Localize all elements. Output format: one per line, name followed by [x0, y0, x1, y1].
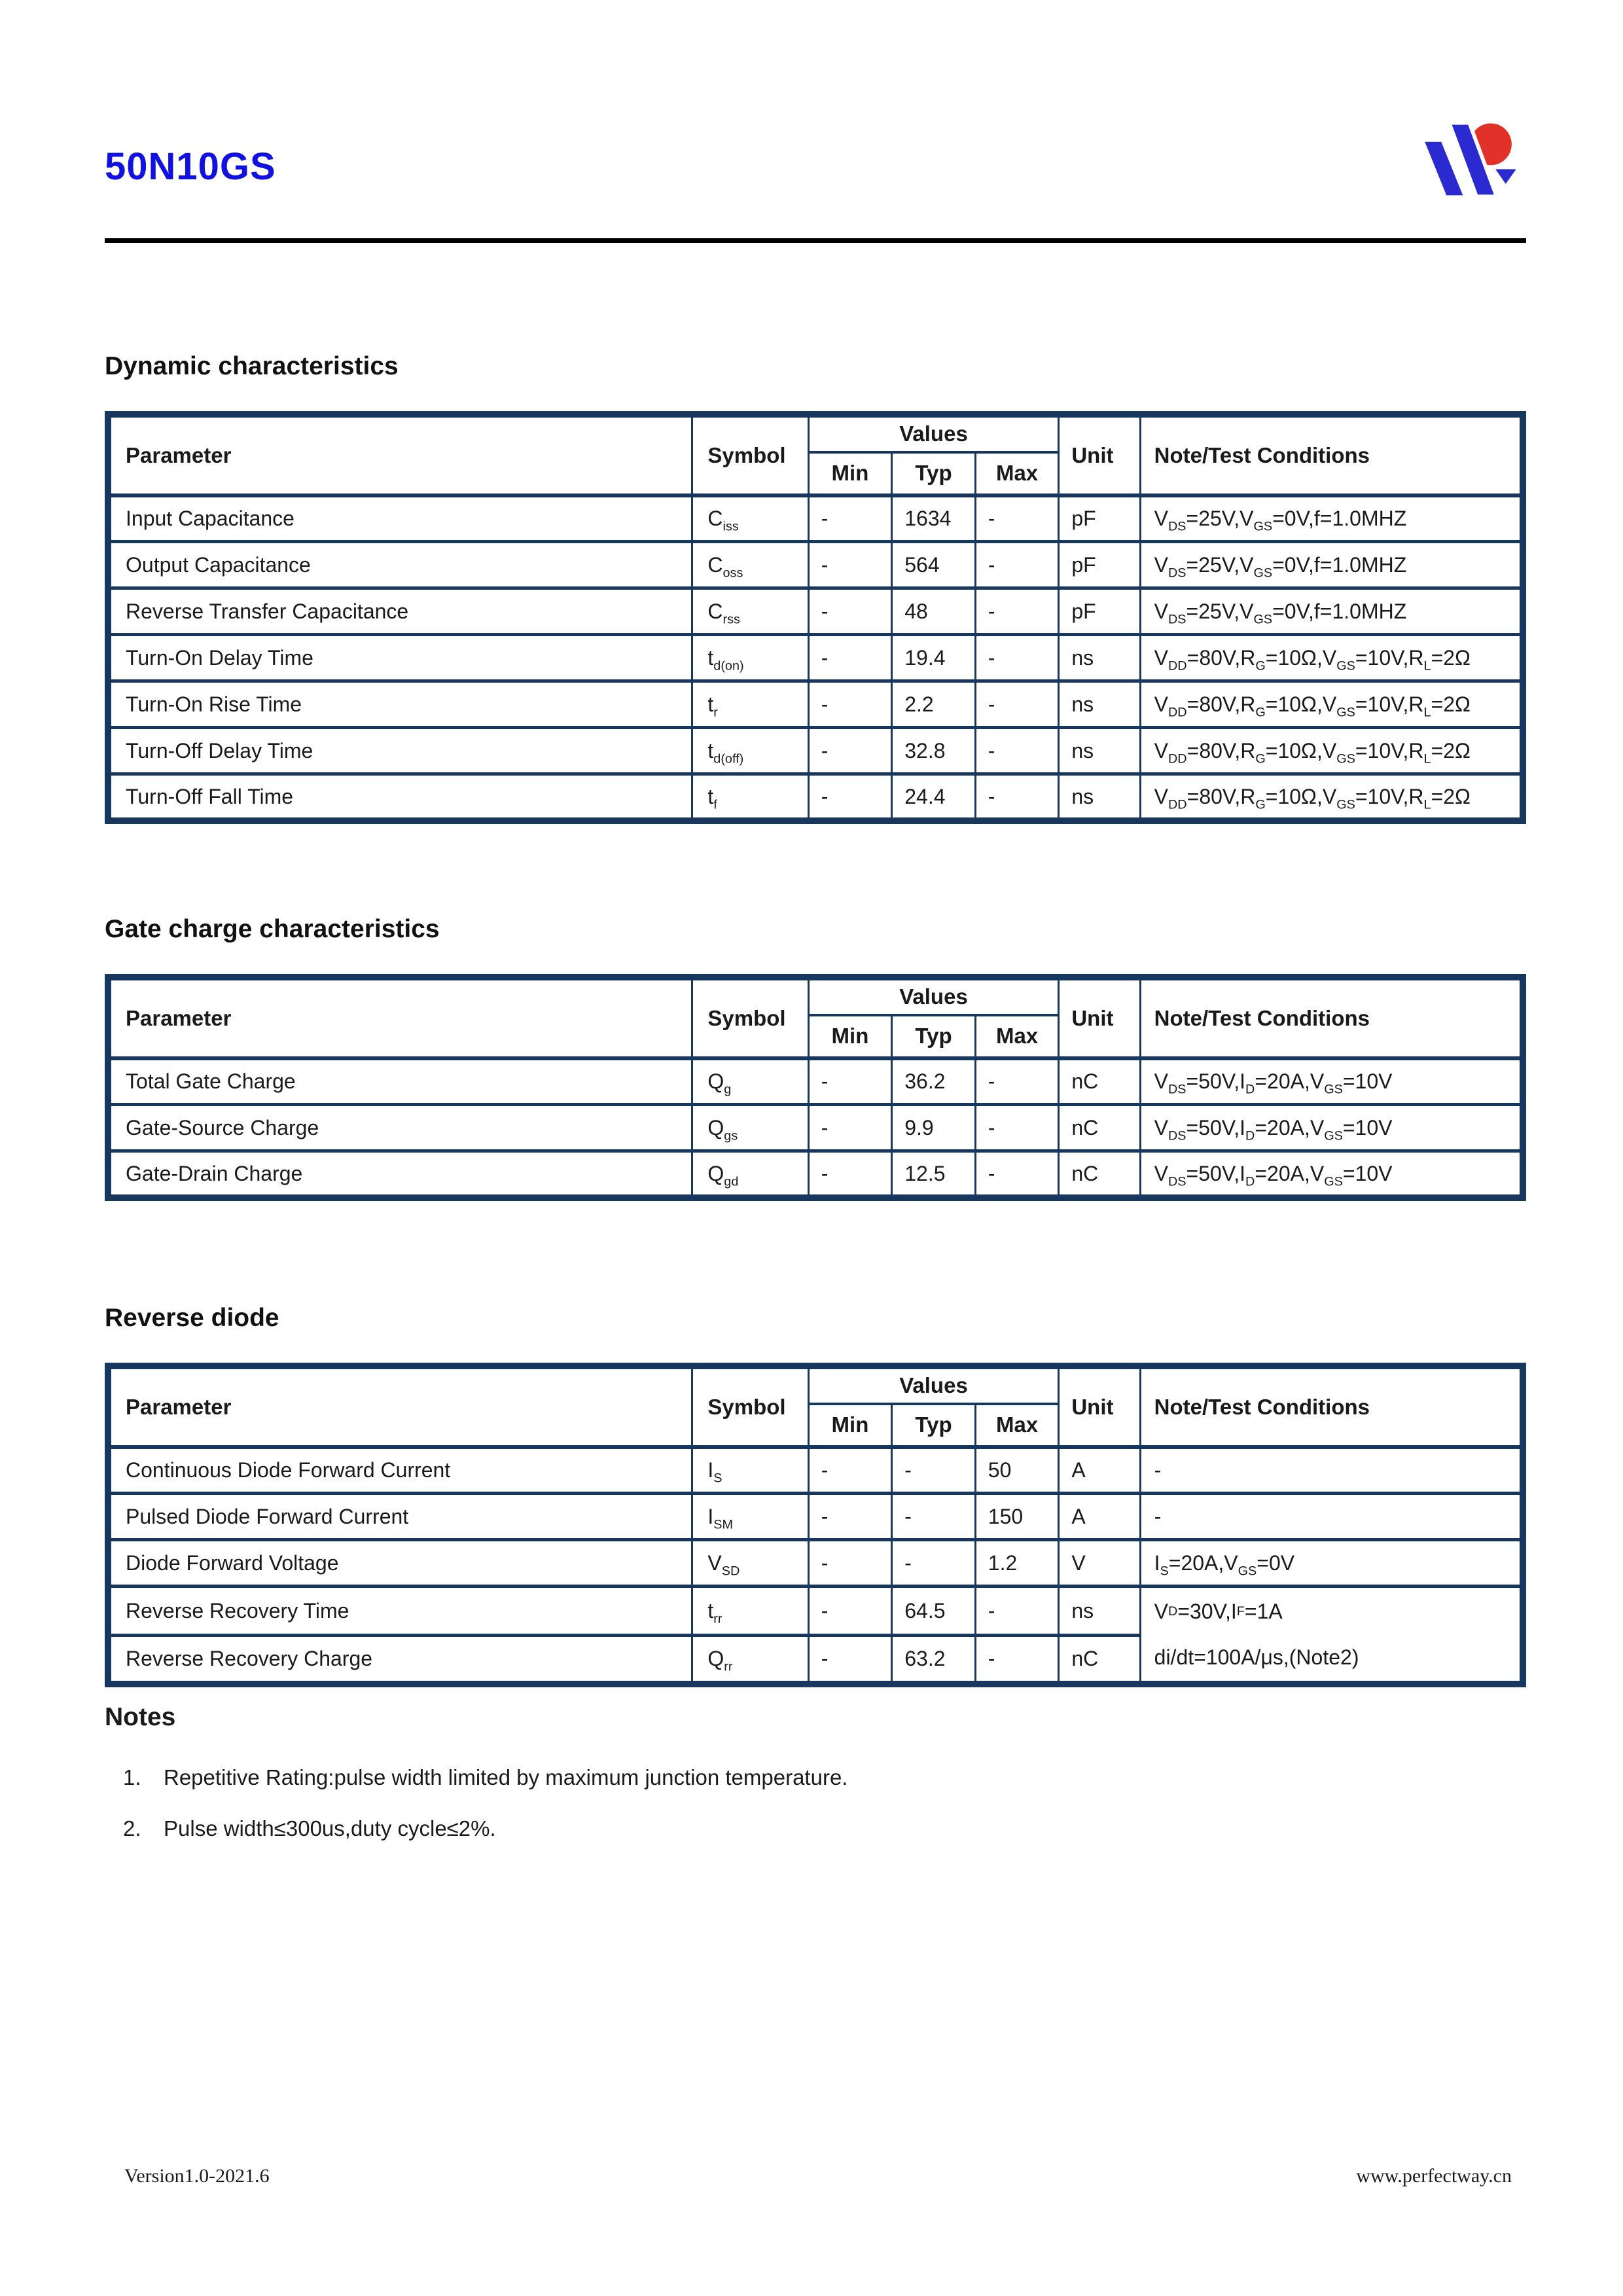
table-row — [108, 1151, 1523, 1198]
doc-header — [105, 0, 1526, 243]
min-cell: - — [808, 1447, 892, 1494]
table-body — [108, 1058, 1523, 1198]
max-header: Max — [975, 1015, 1059, 1058]
unit-cell: A — [1059, 1494, 1140, 1540]
table-row — [108, 1494, 1523, 1540]
note-header: Note/Test Conditions — [1140, 977, 1523, 1058]
brand-logo-graphic — [1414, 110, 1516, 209]
section-heading: Dynamic characteristics — [105, 352, 399, 380]
symbol-cell: $C_{rss}$ — [692, 588, 808, 635]
max-cell: - — [975, 774, 1059, 821]
max-header: Max — [975, 1404, 1059, 1447]
section-gate-charge — [105, 916, 1526, 1201]
table-body — [108, 1447, 1523, 1685]
typ-cell: 36.2 — [892, 1058, 976, 1105]
note-number: 2. — [123, 1816, 141, 1841]
max-cell: - — [975, 1587, 1059, 1636]
symbol-cell: $C_{iss}$ — [692, 495, 808, 542]
note-cell: $V_{DS}=50V,I_D=20A,V_{GS}=10V$ — [1140, 1058, 1523, 1105]
unit-header: Unit — [1059, 1366, 1140, 1447]
note-header: Note/Test Conditions — [1140, 414, 1523, 495]
note-item — [105, 1766, 1526, 1789]
table-body — [108, 495, 1523, 821]
symbol-cell: $I_{SM}$ — [692, 1494, 808, 1540]
unit-cell: nC — [1059, 1151, 1140, 1198]
symbol-cell: $t_f$ — [692, 774, 808, 821]
unit-cell: ns — [1059, 728, 1140, 774]
table-row — [108, 588, 1523, 635]
max-cell: - — [975, 728, 1059, 774]
notes-section — [105, 1704, 1526, 1840]
typ-cell: 24.4 — [892, 774, 976, 821]
typ-cell: 2.2 — [892, 681, 976, 728]
section-dynamic-characteristics — [105, 353, 1526, 824]
unit-header: Unit — [1059, 414, 1140, 495]
parameter-cell: Total Gate Charge — [108, 1058, 692, 1105]
min-header: Min — [808, 1404, 892, 1447]
unit-cell: A — [1059, 1447, 1140, 1494]
note-number: 1. — [123, 1765, 141, 1790]
table-row — [108, 681, 1523, 728]
values-header: Values — [808, 414, 1059, 452]
parameter-cell: Diode Forward Voltage — [108, 1540, 692, 1587]
symbol-cell: $t_{rr}$ — [692, 1587, 808, 1636]
note-cell: $V_{DD}=80V,R_G=10\Omega,V_{GS}=10V,R_L=2\Omega$ — [1140, 728, 1523, 774]
table-row — [108, 1058, 1523, 1105]
min-cell: - — [808, 635, 892, 681]
table-row — [108, 774, 1523, 821]
note-cell: $V_{DS}=50V,I_D=20A,V_{GS}=10V$ — [1140, 1105, 1523, 1151]
parameter-cell: Turn-On Rise Time — [108, 681, 692, 728]
typ-cell: 63.2 — [892, 1635, 976, 1684]
parameter-header: Parameter — [108, 414, 692, 495]
parameter-cell: Gate-Drain Charge — [108, 1151, 692, 1198]
min-cell: - — [808, 1151, 892, 1198]
symbol-header: Symbol — [692, 977, 808, 1058]
max-cell: - — [975, 542, 1059, 588]
reverse-diode-table — [105, 1363, 1526, 1688]
symbol-cell: $t_{d(on)}$ — [692, 635, 808, 681]
footer-version: Version1.0-2021.6 — [124, 2165, 270, 2187]
note-header: Note/Test Conditions — [1140, 1366, 1523, 1447]
max-cell: - — [975, 495, 1059, 542]
min-cell: - — [808, 1494, 892, 1540]
parameter-cell: Input Capacitance — [108, 495, 692, 542]
note-cell — [1140, 1587, 1523, 1685]
typ-cell: 564 — [892, 542, 976, 588]
max-cell: 50 — [975, 1447, 1059, 1494]
max-cell: - — [975, 681, 1059, 728]
parameter-cell: Turn-On Delay Time — [108, 635, 692, 681]
min-cell: - — [808, 728, 892, 774]
min-cell: - — [808, 495, 892, 542]
note-cell: - — [1140, 1447, 1523, 1494]
parameter-header: Parameter — [108, 1366, 692, 1447]
min-cell: - — [808, 1635, 892, 1684]
symbol-cell: $I_S$ — [692, 1447, 808, 1494]
unit-cell: pF — [1059, 542, 1140, 588]
min-header: Min — [808, 1015, 892, 1058]
unit-cell: nC — [1059, 1635, 1140, 1684]
note-cell: $V_{DS}=25V,V_{GS}=0V,f=1.0MHZ$ — [1140, 588, 1523, 635]
max-cell: - — [975, 1058, 1059, 1105]
note-cell: $V_{DD}=80V,R_G=10\Omega,V_{GS}=10V,R_L=2\Omega$ — [1140, 681, 1523, 728]
typ-cell: 19.4 — [892, 635, 976, 681]
unit-cell: pF — [1059, 588, 1140, 635]
parameter-cell: Continuous Diode Forward Current — [108, 1447, 692, 1494]
parameter-cell: Gate-Source Charge — [108, 1105, 692, 1151]
symbol-cell: $Q_{gs}$ — [692, 1105, 808, 1151]
typ-cell: 9.9 — [892, 1105, 976, 1151]
typ-cell: 64.5 — [892, 1587, 976, 1636]
unit-cell: ns — [1059, 635, 1140, 681]
typ-cell: - — [892, 1494, 976, 1540]
note-cell: $V_{DD}=80V,R_G=10\Omega,V_{GS}=10V,R_L=2\Omega$ — [1140, 774, 1523, 821]
max-cell: - — [975, 1151, 1059, 1198]
parameter-cell: Turn-Off Fall Time — [108, 774, 692, 821]
min-cell: - — [808, 1587, 892, 1636]
note-cell: $V_{DS}=25V,V_{GS}=0V,f=1.0MHZ$ — [1140, 495, 1523, 542]
note-cell: $V_{DS}=50V,I_D=20A,V_{GS}=10V$ — [1140, 1151, 1523, 1198]
max-cell: 1.2 — [975, 1540, 1059, 1587]
title-rule — [105, 238, 1526, 243]
parameter-cell: Reverse Recovery Time — [108, 1587, 692, 1636]
table-row — [108, 1105, 1523, 1151]
symbol-cell: $Q_{rr}$ — [692, 1635, 808, 1684]
unit-header: Unit — [1059, 977, 1140, 1058]
parameter-header: Parameter — [108, 977, 692, 1058]
max-cell: - — [975, 1105, 1059, 1151]
max-cell: - — [975, 1635, 1059, 1684]
unit-cell: V — [1059, 1540, 1140, 1587]
values-header: Values — [808, 1366, 1059, 1404]
symbol-cell: $Q_g$ — [692, 1058, 808, 1105]
unit-cell: ns — [1059, 1587, 1140, 1636]
footer-website-link[interactable]: www.perfectway.cn — [1356, 2165, 1512, 2187]
table-head — [108, 1366, 1523, 1447]
symbol-cell: $C_{oss}$ — [692, 542, 808, 588]
table-head — [108, 977, 1523, 1058]
typ-header: Typ — [892, 452, 976, 495]
max-cell: - — [975, 588, 1059, 635]
unit-cell: ns — [1059, 681, 1140, 728]
typ-cell: - — [892, 1447, 976, 1494]
dynamic-characteristics-table — [105, 411, 1526, 824]
note-cell: $V_{DS}=25V,V_{GS}=0V,f=1.0MHZ$ — [1140, 542, 1523, 588]
note-text: Repetitive Rating:pulse width limited by maximum junction temperature. — [164, 1765, 848, 1790]
parameter-cell: Turn-Off Delay Time — [108, 728, 692, 774]
min-cell: - — [808, 774, 892, 821]
min-cell: - — [808, 1540, 892, 1587]
unit-cell: nC — [1059, 1058, 1140, 1105]
note-cell: - — [1140, 1494, 1523, 1540]
gate-charge-table — [105, 974, 1526, 1201]
section-heading: Gate charge characteristics — [105, 914, 440, 943]
min-cell: - — [808, 1105, 892, 1151]
typ-cell: - — [892, 1540, 976, 1587]
typ-header: Typ — [892, 1404, 976, 1447]
max-cell: 150 — [975, 1494, 1059, 1540]
typ-cell: 1634 — [892, 495, 976, 542]
unit-cell: pF — [1059, 495, 1140, 542]
table-head — [108, 414, 1523, 495]
typ-cell: 48 — [892, 588, 976, 635]
note-text: Pulse width≤300us,duty cycle≤2%. — [164, 1816, 496, 1841]
symbol-header: Symbol — [692, 414, 808, 495]
values-header: Values — [808, 977, 1059, 1015]
section-heading: Reverse diode — [105, 1303, 279, 1332]
note-item — [105, 1817, 1526, 1840]
min-cell: - — [808, 542, 892, 588]
unit-cell: nC — [1059, 1105, 1140, 1151]
parameter-cell: Reverse Recovery Charge — [108, 1635, 692, 1684]
table-row — [108, 495, 1523, 542]
notes-heading: Notes — [105, 1703, 176, 1732]
symbol-cell: $t_{d(off)}$ — [692, 728, 808, 774]
brand-logo — [1414, 110, 1516, 209]
symbol-header: Symbol — [692, 1366, 808, 1447]
section-reverse-diode — [105, 1304, 1526, 1687]
min-cell: - — [808, 681, 892, 728]
typ-cell: 32.8 — [892, 728, 976, 774]
parameter-cell: Pulsed Diode Forward Current — [108, 1494, 692, 1540]
max-header: Max — [975, 452, 1059, 495]
typ-header: Typ — [892, 1015, 976, 1058]
min-cell: - — [808, 1058, 892, 1105]
note-line: V D =30V,I F =1A — [1154, 1599, 1283, 1623]
table-row — [108, 542, 1523, 588]
table-row — [108, 635, 1523, 681]
typ-cell: 12.5 — [892, 1151, 976, 1198]
parameter-cell: Output Capacitance — [108, 542, 692, 588]
symbol-cell: $V_{SD}$ — [692, 1540, 808, 1587]
note-line: di/dt=100A/μs,(Note2) — [1154, 1645, 1359, 1669]
table-row — [108, 728, 1523, 774]
page-title: 50N10GS — [105, 145, 276, 188]
symbol-cell: $t_r$ — [692, 681, 808, 728]
symbol-cell: $Q_{gd}$ — [692, 1151, 808, 1198]
page-footer — [124, 2165, 1512, 2187]
parameter-cell: Reverse Transfer Capacitance — [108, 588, 692, 635]
note-cell: $V_{DD}=80V,R_G=10\Omega,V_{GS}=10V,R_L=2\Omega$ — [1140, 635, 1523, 681]
min-header: Min — [808, 452, 892, 495]
min-cell: - — [808, 588, 892, 635]
note-cell: $I_S=20A,V_{GS}=0V$ — [1140, 1540, 1523, 1587]
table-row — [108, 1540, 1523, 1587]
max-cell: - — [975, 635, 1059, 681]
unit-cell: ns — [1059, 774, 1140, 821]
table-row — [108, 1447, 1523, 1494]
table-row — [108, 1587, 1523, 1636]
